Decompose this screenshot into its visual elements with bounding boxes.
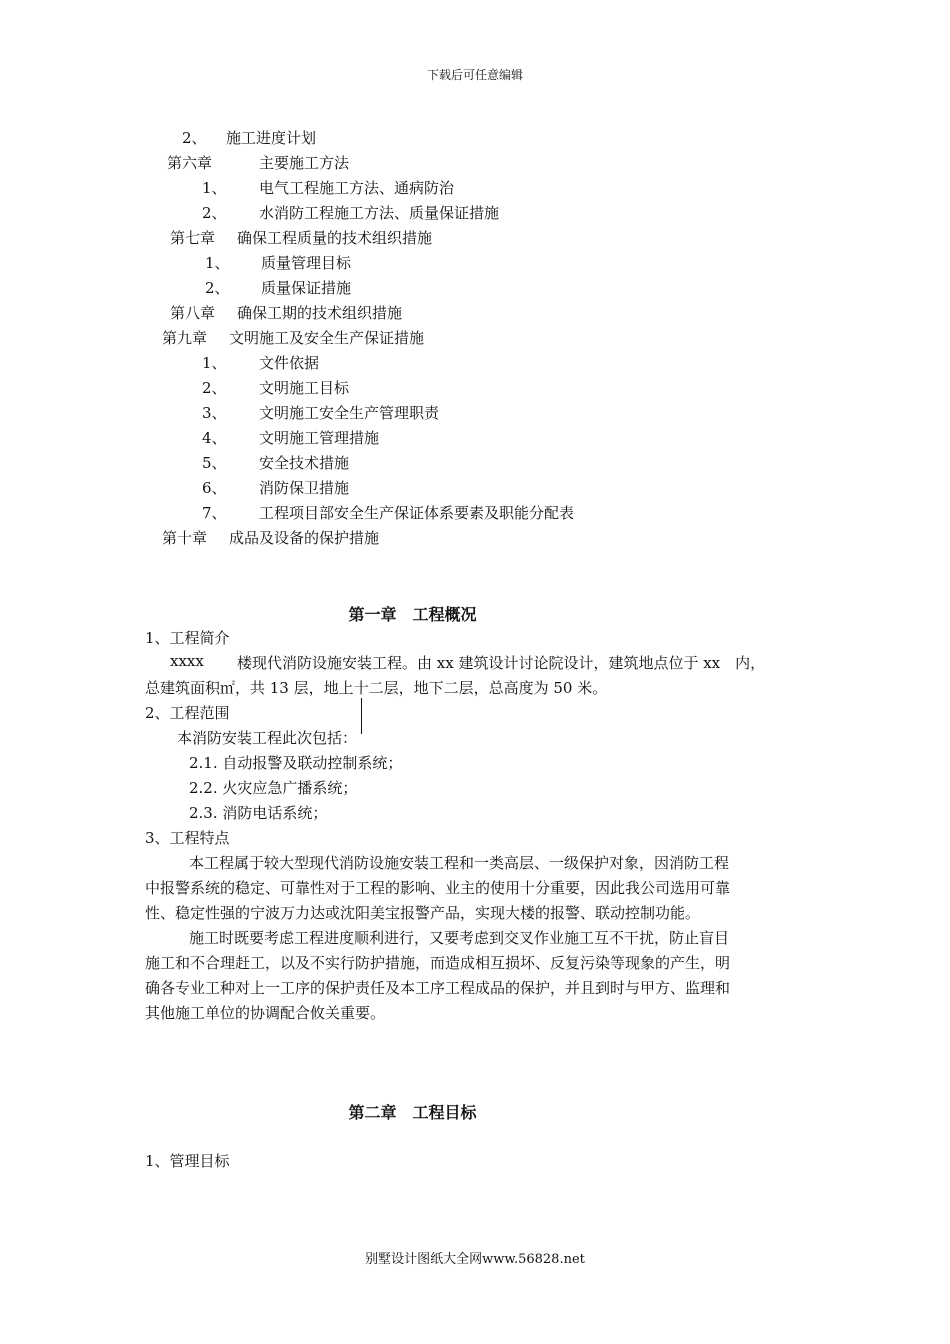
toc-number: 1、	[205, 254, 230, 272]
toc-title: 电气工程施工方法、通病防治	[259, 179, 455, 197]
paragraph-line: 确各专业工种对上一工序的保护责任及本工序工程成品的保护，并且到时与甲方、监理和	[145, 979, 731, 997]
toc-number: 2、	[202, 379, 227, 397]
toc-entry	[202, 502, 574, 523]
section-heading: 3、工程特点	[145, 829, 230, 847]
paragraph-line: 其他施工单位的协调配合攸关重要。	[145, 1004, 386, 1022]
toc-entry	[170, 227, 432, 248]
toc-number: 6、	[202, 479, 227, 497]
paragraph-line: 施工时既要考虑工程进度顺利进行，又要考虑到交叉作业施工互不干扰，防止盲目	[189, 929, 730, 947]
toc-number: 第九章	[162, 329, 208, 347]
chapter-title: 第二章 工程目标	[348, 1103, 477, 1122]
paragraph-line: 性、稳定性强的宁波万力达或沈阳美宝报警产品，实现大楼的报警、联动控制功能。	[145, 904, 701, 922]
toc-entry	[162, 527, 379, 548]
toc-title: 文明施工目标	[259, 379, 350, 397]
toc-number: 7、	[202, 504, 227, 522]
toc-title: 质量管理目标	[261, 254, 352, 272]
paragraph-line: 施工和不合理赶工，以及不实行防护措施，而造成相互损坏、反复污染等现象的产生，明	[145, 954, 731, 972]
toc-title: 文明施工管理措施	[259, 429, 380, 447]
toc-title: 文明施工安全生产管理职责	[259, 404, 440, 422]
toc-entry	[202, 377, 349, 398]
paragraph-line: 本消防安装工程此次包括：	[177, 729, 358, 747]
toc-number: 第八章	[170, 304, 216, 322]
toc-entry	[202, 177, 454, 198]
toc-entry	[202, 402, 439, 423]
list-item: 2.1. 自动报警及联动控制系统；	[189, 754, 403, 772]
project-name: xxxx	[170, 652, 204, 670]
page-footer: 别墅设计图纸大全网www.56828.net	[365, 1252, 585, 1267]
paragraph-line: 本工程属于较大型现代消防设施安装工程和一类高层、一级保护对象，因消防工程	[189, 854, 730, 872]
toc-title: 文件依据	[259, 354, 320, 372]
toc-title: 质量保证措施	[261, 279, 352, 297]
toc-number: 2、	[182, 129, 207, 147]
toc-title: 施工进度计划	[226, 129, 317, 147]
toc-number: 第七章	[170, 229, 216, 247]
toc-entry	[170, 302, 402, 323]
paragraph-line: 楼现代消防设施安装工程。由 xx 建筑设计讨论院设计，建筑地点位于 xx 内，	[237, 654, 766, 672]
text-cursor	[361, 698, 362, 734]
section-heading: 1、工程简介	[145, 629, 230, 647]
toc-entry	[162, 327, 424, 348]
toc-entry	[202, 352, 319, 373]
toc-number: 5、	[202, 454, 227, 472]
list-item: 2.3. 消防电话系统；	[189, 804, 328, 822]
toc-entry	[167, 152, 349, 173]
toc-number: 4、	[202, 429, 227, 447]
toc-entry	[202, 202, 499, 223]
toc-title: 确保工程质量的技术组织措施	[237, 229, 433, 247]
toc-entry	[205, 277, 351, 298]
toc-entry	[202, 427, 379, 448]
toc-number: 第十章	[162, 529, 208, 547]
paragraph-line: 总建筑面积㎡，共 13 层，地上十二层，地下二层，总高度为 50 米。	[145, 679, 608, 697]
toc-entry	[205, 252, 351, 273]
toc-entry	[202, 477, 349, 498]
paragraph-line: 中报警系统的稳定、可靠性对于工程的影响、业主的使用十分重要，因此我公司选用可靠	[145, 879, 731, 897]
list-item: 2.2. 火灾应急广播系统；	[189, 779, 358, 797]
toc-number: 2、	[202, 204, 227, 222]
chapter-title: 第一章 工程概况	[348, 605, 477, 624]
page-header: 下载后可任意编辑	[426, 68, 523, 82]
toc-number: 第六章	[167, 154, 213, 172]
toc-title: 安全技术措施	[259, 454, 350, 472]
toc-title: 水消防工程施工方法、质量保证措施	[259, 204, 500, 222]
toc-title: 消防保卫措施	[259, 479, 350, 497]
toc-number: 2、	[205, 279, 230, 297]
toc-title: 成品及设备的保护措施	[229, 529, 380, 547]
toc-number: 3、	[202, 404, 227, 422]
section-heading: 1、管理目标	[145, 1152, 230, 1170]
section-heading: 2、工程范围	[145, 704, 230, 722]
toc-title: 主要施工方法	[259, 154, 350, 172]
toc-title: 工程项目部安全生产保证体系要素及职能分配表	[259, 504, 575, 522]
toc-entry	[202, 452, 349, 473]
toc-entry	[182, 127, 316, 148]
toc-number: 1、	[202, 354, 227, 372]
toc-title: 文明施工及安全生产保证措施	[229, 329, 425, 347]
toc-title: 确保工期的技术组织措施	[237, 304, 403, 322]
toc-number: 1、	[202, 179, 227, 197]
